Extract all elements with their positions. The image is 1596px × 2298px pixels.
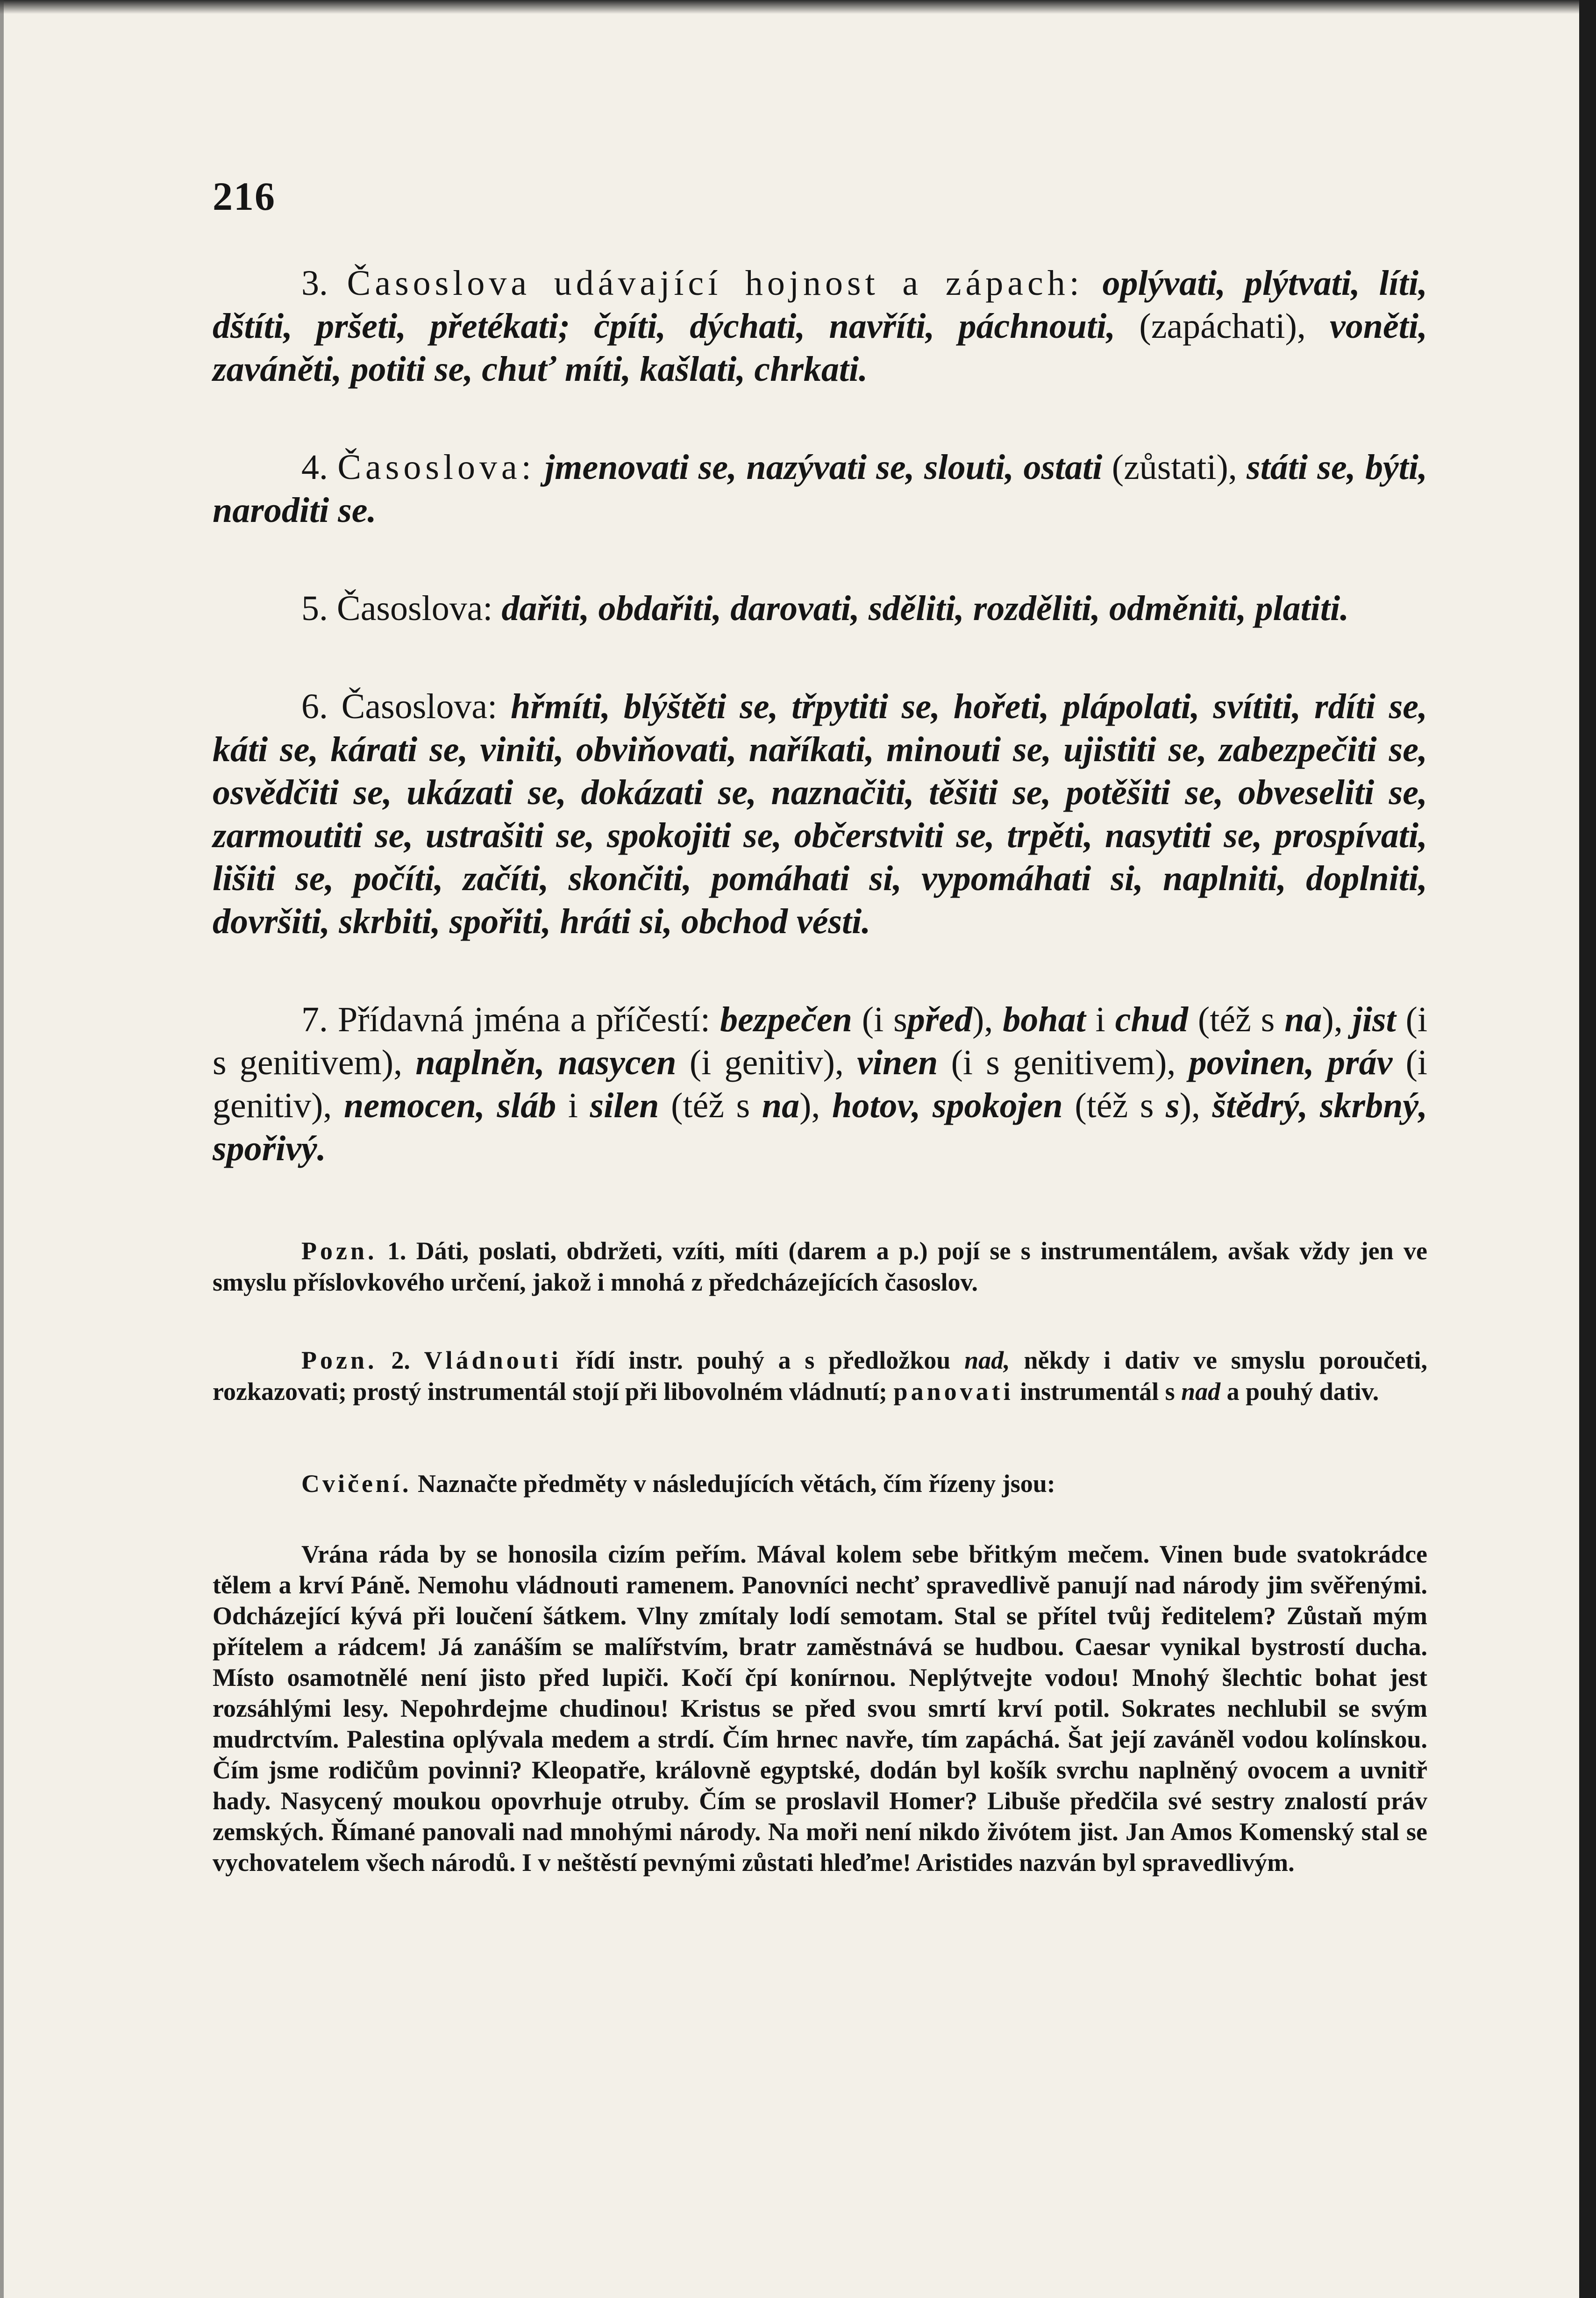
example-word: naplněn, nasycen [415,1043,677,1082]
plain-text: ), [799,1086,820,1125]
example-word: jist [1352,1000,1396,1039]
plain-text: (i s genitivem), [951,1043,1176,1082]
note-preposition: nad, [964,1346,1010,1374]
section-heading: Časoslova: [341,687,498,726]
plain-text: i [1095,1000,1105,1039]
note-text: 1. Dáti, poslati, obdržeti, vzíti, míti (darem a p.) pojí se s instrumentálem, avšak vždy jen ve smyslu příslovkového určení, jakož i mnohá z předcházejících časoslov. [213,1237,1428,1296]
plain-text: (též s [1197,1000,1275,1039]
note-verb: Vládnouti [424,1346,562,1374]
example-word: s [1166,1086,1180,1125]
section-7 [213,998,1427,1170]
section-4 [213,446,1427,532]
section-3 [213,262,1427,391]
plain-text: ), [1179,1086,1200,1125]
section-number: 5. [301,589,328,628]
example-word: na [1284,1000,1322,1039]
section-number: 7. [301,1000,328,1039]
page-content [213,262,1427,1878]
note-text: někdy i dativ ve smyslu poroučeti, rozkazovati; prostý instrumentál stojí při libovolném vládnutí; [213,1346,1428,1406]
section-heading: Časoslova: [337,589,493,628]
section-number: 3. [301,264,328,303]
plain-text: (i s genitivem), [213,1000,1428,1082]
note-text: instrumentál s [1020,1377,1175,1406]
section-examples: dařiti, obdařiti, darovati, sděliti, rozděliti, odměniti, platiti. [501,589,1349,628]
note-1 [213,1235,1427,1298]
note-2 [213,1345,1427,1407]
example-word: hotov, spokojen [832,1086,1063,1125]
section-tail: (zůstati), [1112,448,1237,487]
section-tail: (zapáchati), [1139,307,1306,346]
plain-text: (též s [1075,1086,1154,1125]
section-heading: Časoslova udávající hojnost a zápach: [347,264,1083,303]
scan-edge-right [1579,0,1596,2298]
plain-text: ), [972,1000,993,1039]
section-examples-2: voněti, zaváněti, potiti se, chuť míti, kašlati, chrkati. [213,307,1428,389]
note-label: Pozn. [301,1237,378,1265]
exercise-label: Cvičení. [301,1470,412,1498]
exercise-instruction: Naznačte předměty v následujících větách, čím řízeny jsou: [417,1470,1055,1498]
section-examples-2: státi se, býti, naroditi se. [213,448,1428,530]
note-text: a pouhý dativ. [1226,1377,1379,1406]
note-label: Pozn. [301,1346,378,1374]
scan-edge-top [0,0,1596,14]
section-examples: oplývati, plýtvati, líti, dštíti, pršeti, přetékati; čpíti, dýchati, navříti, páchnouti, [213,264,1427,346]
example-word: bohat [1003,1000,1086,1039]
exercise-heading [213,1468,1427,1499]
section-heading: Časoslova: [337,448,535,487]
example-word: povinen, práv [1189,1043,1393,1082]
example-word: před [907,1000,973,1039]
plain-text: (též s [671,1086,750,1125]
example-word: chud [1115,1000,1188,1039]
scan-edge-left [0,0,4,2298]
note-text: řídí instr. pouhý a s předložkou [575,1346,951,1374]
section-number: 4. [301,448,328,487]
example-word: nemocen, sláb [344,1086,556,1125]
plain-text: (i genitiv), [689,1043,844,1082]
section-number: 6. [301,687,328,726]
section-5 [213,587,1427,630]
example-word: silen [590,1086,659,1125]
plain-text: i [568,1086,578,1125]
section-examples: jmenovati se, nazývati se, slouti, ostati [545,448,1103,487]
plain-text: (i genitiv), [213,1043,1428,1125]
section-6 [213,685,1427,943]
page-number: 216 [213,174,276,219]
section-examples: hřmíti, blýštěti se, třpytiti se, hořeti, plápolati, svítiti, rdíti se, káti se, kárati se, viniti, obviňovati, naříkati, minouti se, ujistiti se, zabezpečiti se, osvědčiti se, ukázati se, dokázati se, naznačiti, těšiti se, potěšiti se, obveseliti se, zarmoutiti se, ustrašiti se, spokojiti se, občerstviti se, trpěti, nasytiti se, prospívati, lišiti se, počíti, začíti, skončiti, pomáhati si, vypomáhati si, naplniti, doplniti, dovršiti, skrbiti, spořiti, hráti si, obchod vésti. [213,687,1428,941]
note-preposition: nad [1181,1377,1221,1406]
example-word: štědrý, skrbný, spořivý. [213,1086,1428,1168]
section-heading: Přídavná jména a příčestí: [337,1000,711,1039]
plain-text: ), [1322,1000,1343,1039]
note-number: 2. [391,1346,410,1374]
example-word: na [762,1086,800,1125]
example-word: bezpečen [720,1000,852,1039]
note-verb: panovati [893,1377,1014,1406]
example-word: vinen [857,1043,938,1082]
plain-text: (i s [862,1000,907,1039]
exercise-text: Vrána ráda by se honosila cizím peřím. Mával kolem sebe břitkým mečem. Vinen bude svatokrádce tělem a krví Páně. Nemohu vládnouti ramenem. Panovníci nechť spravedlivě panují nad národy jim svěřenými. Odcházející kývá při loučení šátkem. Vlny zmítaly lodí semotam. Stal se přítel tvůj ředitelem? Zůstaň mým přítelem a rádcem! Já zanáším se malířstvím, bratr zaměstnává se hudbou. Caesar vynikal bystrostí ducha. Místo osamotnělé není jisto před lupiči. Kočí čpí konírnou. Neplýtvejte vodou! Mnohý šlechtic bohat jest rozsáhlými lesy. Nepohrdejme chudinou! Kristus se před svou smrtí krví potil. Sokrates nechlubil se svým mudrctvím. Palestina oplývala medem a strdí. Čím hrnec navře, tím zapáchá. Šat její zaváněl vodou kolínskou. Čím jsme rodičům povinni? Kleopatře, královně egyptské, dodán byl košík svrchu naplněný ovocem a uvnitř hady. Nasycený moukou opovrhuje otruby. Čím se proslavil Homer? Libuše předčila své sestry znalostí práv zemských. Římané panovali nad mnohými národy. Na moři není nikdo živótem jist. Jan Amos Komenský stal se vychovatelem všech národů. I v neštěstí pevnými zůstati hleďme! Aristides nazván byl spravedlivým. [213,1540,1427,1877]
